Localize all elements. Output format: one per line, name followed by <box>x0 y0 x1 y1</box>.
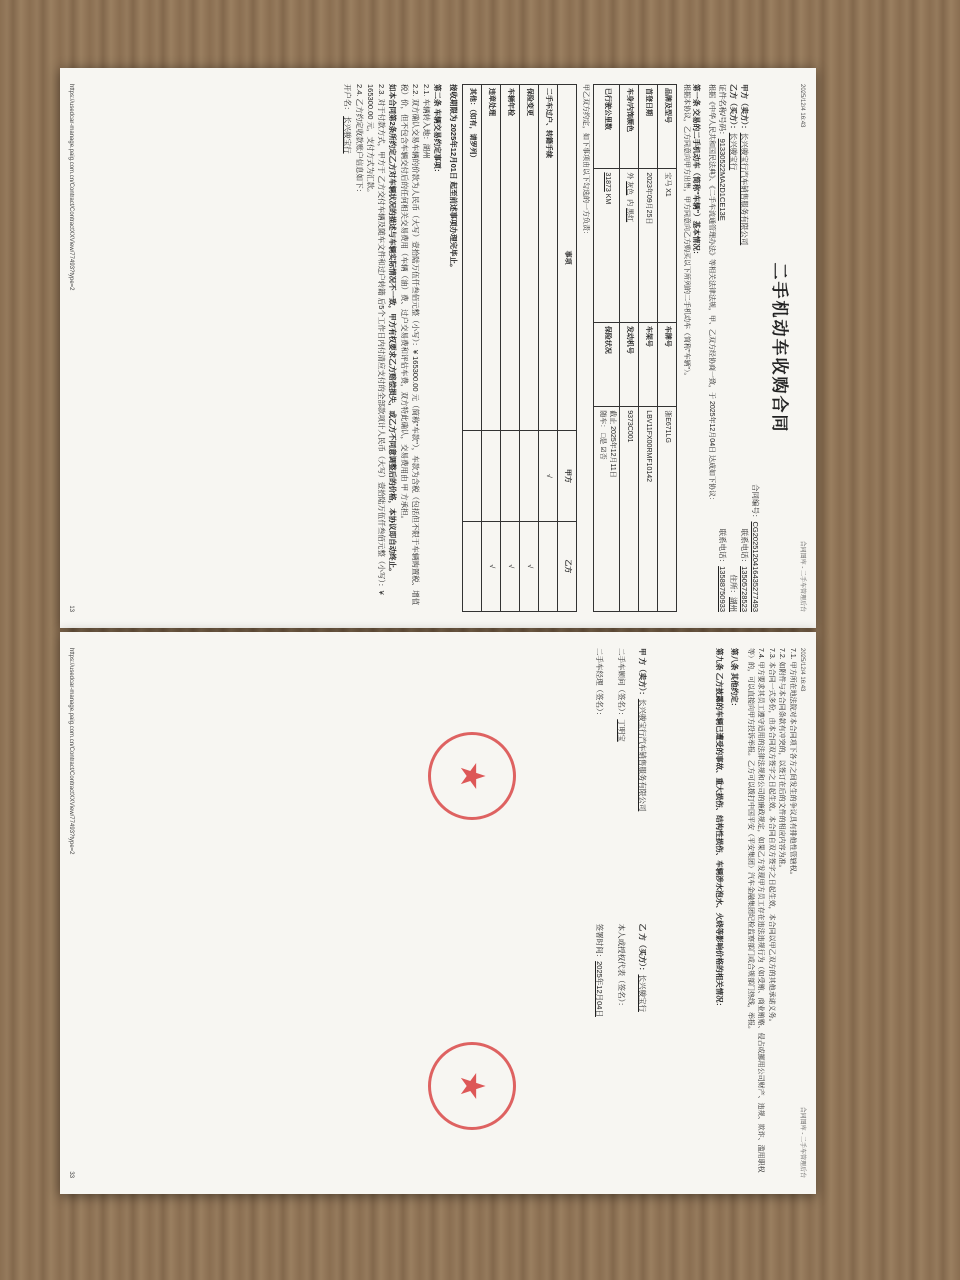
party-b-address: 湖州 <box>729 597 738 612</box>
page-1-content <box>60 68 816 628</box>
sig-party-a: 长兴骏宝行汽车销售服务有限公司 <box>638 698 647 812</box>
site-name: 合同图库 - 二手车管理后台 <box>799 540 805 612</box>
article-2-title: 第二条 车辆交易约定事项： <box>433 84 443 177</box>
article-1-title: 第一条 交易的二手机动车（简称"车辆"）基本情况： <box>692 84 701 259</box>
matters-head-b: 乙方 <box>557 521 576 611</box>
vehicle-insurance: 截止 2025年12月11日 随车： □是 ☑否 <box>594 407 620 612</box>
page-number: 33 <box>68 1171 74 1178</box>
table-row: 其他：（如有，请罗列） <box>462 85 481 612</box>
contract-page-1 <box>60 68 816 628</box>
clause-2-2: 2.2. 双方确认交易车辆的价款为人民币（大写）壹拾陆万伍仟叁佰元整（小写）：¥ 165300.00 元（简称"车款"），车款为含税（包括但不限于车辆购置税、增值税）价，但不包含车辆交付后的任何相关交易费用（车辆（油）费、过户交易费和评估车费，双方特此确认，交易费用由 甲 方承担。 <box>399 84 420 606</box>
matters-head-a: 甲方 <box>557 431 576 521</box>
sig-advisor: 丁明宝 <box>616 719 626 742</box>
sig-date: 2025年12月04日 <box>595 961 605 1017</box>
page-header <box>797 648 806 1178</box>
party-b-id: 91330522MA2D1CE13E <box>717 138 727 221</box>
matters-note: 甲乙双方约定，如下事项由以下勾选的一方负责： <box>582 84 590 238</box>
page-2-content <box>60 632 816 1194</box>
company-seal-b <box>428 1042 516 1130</box>
clause-7-2: 7.2. 如附件与本合同条款有冲突的，以签订在后的文件的相应内容为准。 <box>778 648 786 872</box>
party-b-id-row: 证件名称/号码：91330522MA2D1CE13E 联系电话：13588750933 <box>717 84 727 612</box>
contract-page-2 <box>60 632 816 1194</box>
contract-number: 合同编号：CG20251204164352774​93 <box>751 483 761 612</box>
page-number: 13 <box>68 605 74 612</box>
signature-block <box>584 648 648 1178</box>
star-icon: ★ <box>453 760 491 792</box>
vehicle-vin: LBV11FX00RMF10142 <box>639 407 658 612</box>
table-row: 保险变更 √ <box>519 85 538 612</box>
table-row: 二手车过户、转籍手续 √ <box>538 85 557 612</box>
party-a-row: 甲方（卖方）：长兴骏宝行汽车销售服务有限公司 联系电话：13505728523 <box>740 84 750 612</box>
clause-7-4: 7.4. 甲方要求其员工遵守适用的法律法规和公司的廉政规定，如果乙方发现甲方员工存在违法违规行为（如受贿、商业贿赂、侵占或挪用公司财产、违规、欺诈、滥用职权等）的，可以直接向甲方投诉举报。乙方可以拨打中国平安（平安集团）汽车金融集团纪检监察部门或合规部门热线，举报。 <box>747 648 765 1173</box>
vehicle-brand: 宝马 X1 <box>658 169 677 323</box>
page-header <box>797 84 806 612</box>
clause-2-3: 2.3. 对于付款方式，甲方于 乙方交付车辆及随车文件和过户转籍 后5个工作日内付清应支付的全部款项计人民币（大写）壹拾陆万伍仟叁佰元整（小写）：¥ 165300.00 元，支付方式为汇款。 <box>366 84 387 595</box>
party-a-name: 长兴骏宝行汽车销售服务有限公司 <box>740 132 750 246</box>
party-a-signatures: 甲 方（卖方）：长兴骏宝行汽车销售服务有限公司 二手车顾问（签名）：丁明宝 二手车经理（签名）： <box>595 648 647 812</box>
account-row: 开户名： 长兴骏宝行 <box>343 84 353 154</box>
page-url: https://usedcar-manage.paig.com.cn/Contract/ContractXXView/77493?type=2 <box>68 84 74 291</box>
bold-clause: 如本合同第2条所约定乙方对车辆状况的描述与车辆实际情况不一致，甲方有权要求乙方赔偿损失，或乙方不同意调整后的价格，本协议即自动终止。 <box>388 84 398 576</box>
vehicle-plate: 浙E671LG <box>658 407 677 612</box>
clause-2-1: 2.1. 车辆转入地：湖州 <box>422 84 432 159</box>
deadline: 接收期限为 2025年12月01日 起至前述事项办理完毕止。 <box>448 84 458 272</box>
party-a-phone: 13505728523 <box>740 566 750 612</box>
account-name: 长兴骏宝行 <box>343 116 353 154</box>
preface: 根据《中华人民共和国民法典》、《二手车流通管理办法》等相关法律法规，甲、乙双方经协商一致，于 2025年12月04日 达成如下协议： <box>708 84 716 505</box>
party-b-row: 乙方（买方）：长兴骏宝行 住所：湖州 <box>729 84 738 612</box>
article-9-title: 第九条 乙方披露的车辆已遭受的事故、重大损伤、结构性损伤、车辆涉水泡水、火烧等影响价格的相关情况： <box>715 648 725 1011</box>
star-icon: ★ <box>453 1070 491 1102</box>
vehicle-info-table: 品牌及型号 宝马 X1 车牌号 浙E671LG 首登日期 2023年09月25日 车架号 LBV11FX00RMF10142 车身/内饰颜色 外 灰色 内 黑红 发动机号 9373C001 已行驶公里数 31873 KM 保险状况 截止 2025年12月11日 随车： □是 ☑否 <box>593 84 677 612</box>
matters-head-item: 事项 <box>557 85 576 431</box>
company-seal-a <box>428 732 516 820</box>
vehicle-color: 外 灰色 内 黑红 <box>620 169 639 323</box>
sig-party-b: 长兴骏宝行 <box>638 974 647 1012</box>
clause-7-1: 7.1. 甲方所在地法院对本合同项下各方之间发生的争议具有排他性管辖权。 <box>789 648 796 879</box>
clause-2-4: 2.4. 乙方约定收款账户信息如下： <box>354 84 364 197</box>
print-time: 2025/12/4 16:43 <box>799 84 805 128</box>
vehicle-reg-date: 2023年09月25日 <box>639 169 658 323</box>
party-b-name: 长兴骏宝行 <box>729 132 738 171</box>
vehicle-mileage: 31873 KM <box>594 169 620 323</box>
clause-7-3: 7.3. 本合同一式多份，由本合同双方签字之日起生效。本合同自双方签字之日起生效，本合同以甲乙双方的其他承诺义务。 <box>768 648 775 1026</box>
article-1-note: 根据本协议，乙方同意向甲方出售，甲方同意向乙方购买以下所列的二手机动车（简称"车辆"）。 <box>682 84 690 380</box>
page-url: https://usedcar-manage.paig.com.cn/Contract/ContractXXView/77493?type=2 <box>68 648 74 855</box>
page-footer <box>66 84 75 612</box>
article-8-title: 第八条 其他约定： <box>730 648 740 711</box>
vehicle-engine: 9373C001 <box>620 407 639 612</box>
table-row: 违章处理 √ <box>481 85 500 612</box>
site-name: 合同图库 - 二手车管理后台 <box>799 1106 805 1178</box>
page-title: 二手机动车收购合同 <box>769 262 789 434</box>
party-b-signatures: 乙 方（买方）：长兴骏宝行 本人或授权代表（签名）： 签署时间：2025年12月04日 <box>595 923 647 1017</box>
party-b-phone: 13588750933 <box>717 566 727 612</box>
matters-table <box>462 84 577 612</box>
print-time: 2025/12/4 16:43 <box>799 648 805 692</box>
page-footer <box>66 648 75 1178</box>
table-row: 车辆年检 √ <box>500 85 519 612</box>
